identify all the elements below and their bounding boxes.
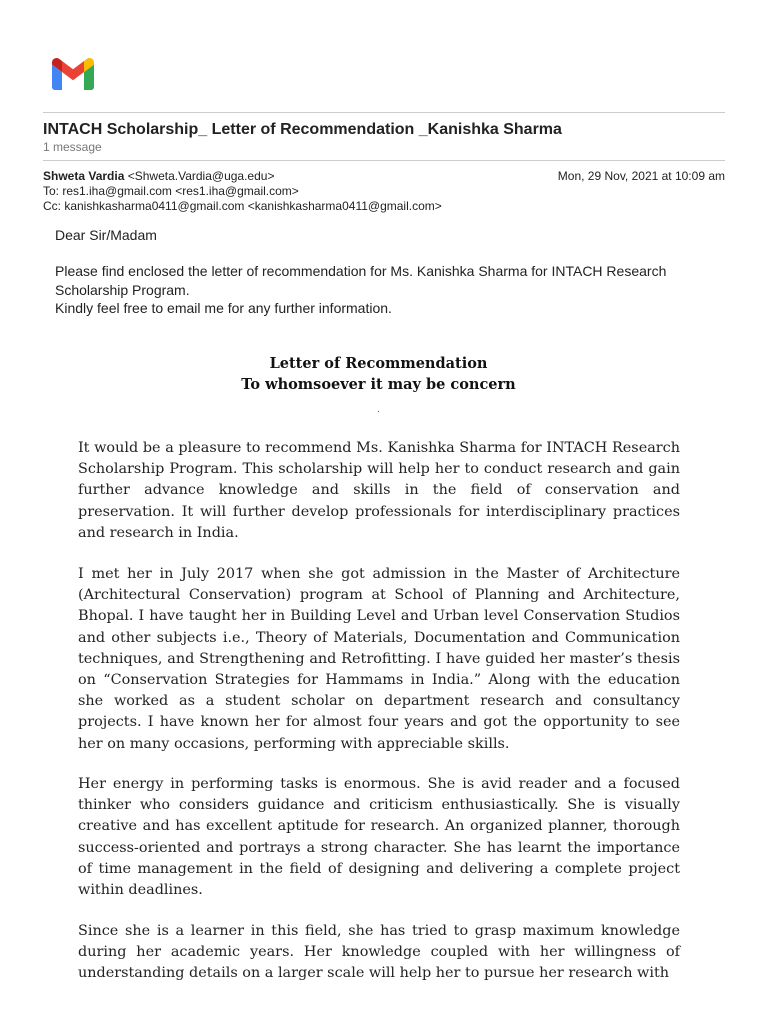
body-text [55, 262, 735, 318]
letter-paragraph-1: It would be a pleasure to recommend Ms. Kanishka Sharma for INTACH Research Scholarship Program. This scholarship will help her to conduct research and gain further advance knowledge and skills in the field of conservation and preservation. It will further develop professionals for interdisciplinary practices and research in India. [78, 440, 680, 541]
letter-paragraph-4: Since she is a learner in this field, she has tried to grasp maximum knowledge during her academic years. Her knowledge coupled with her willingness of understanding details on a larger scale will help her to pursue her research with [78, 923, 680, 982]
letter-dot: . [377, 405, 380, 415]
letter-title: Letter of Recommendation [269, 355, 488, 372]
email-subject: INTACH Scholarship_ Letter of Recommendation _Kanishka Sharma [43, 121, 562, 138]
letter-subtitle: To whomsoever it may be concern [241, 376, 516, 393]
body-line-1: Please find enclosed the letter of recommendation for Ms. Kanishka Sharma for INTACH Research Scholarship Program. [55, 263, 667, 298]
email-date: Mon, 29 Nov, 2021 at 10:09 am [557, 169, 725, 183]
to-line: To: res1.iha@gmail.com <res1.iha@gmail.com> [43, 184, 299, 198]
letter-paragraph-2: I met her in July 2017 when she got admission in the Master of Architecture (Architectural Conservation) program at School of Planning and Architecture, Bhopal. I have taught her in Building Level and Urban level Conservation Studios and other subjects i.e., Theory of Materials, Documentation and Communication techniques, and Strengthening and Retrofitting. I have guided her master’s thesis on “Conservation Strategies for Hammams in India.” Along with the education she worked as a student scholar on department research and consultancy projects. I have known her for almost four years and got the opportunity to see her on many occasions, performing with appreciable skills. [78, 566, 680, 752]
subject-divider [43, 160, 725, 161]
sender-name: Shweta Vardia [43, 169, 125, 183]
header-divider [43, 112, 725, 113]
greeting: Dear Sir/Madam [55, 227, 157, 243]
message-count: 1 message [43, 140, 102, 154]
sender-email[interactable]: <Shweta.Vardia@uga.edu> [127, 169, 275, 183]
sender-line [43, 169, 274, 184]
body-line-2: Kindly feel free to email me for any further information. [55, 300, 392, 316]
cc-line: Cc: kanishkasharma0411@gmail.com <kanishkasharma0411@gmail.com> [43, 199, 442, 213]
gmail-logo-icon [52, 58, 94, 90]
letter-paragraph-3: Her energy in performing tasks is enormous. She is avid reader and a focused thinker who considers guidance and criticism enthusiastically. She is visually creative and has excellent aptitude for research. An organized planner, thorough success-oriented and portrays a strong character. She has learnt the importance of time management in the field of designing and delivering a complete project within deadlines. [78, 776, 680, 899]
